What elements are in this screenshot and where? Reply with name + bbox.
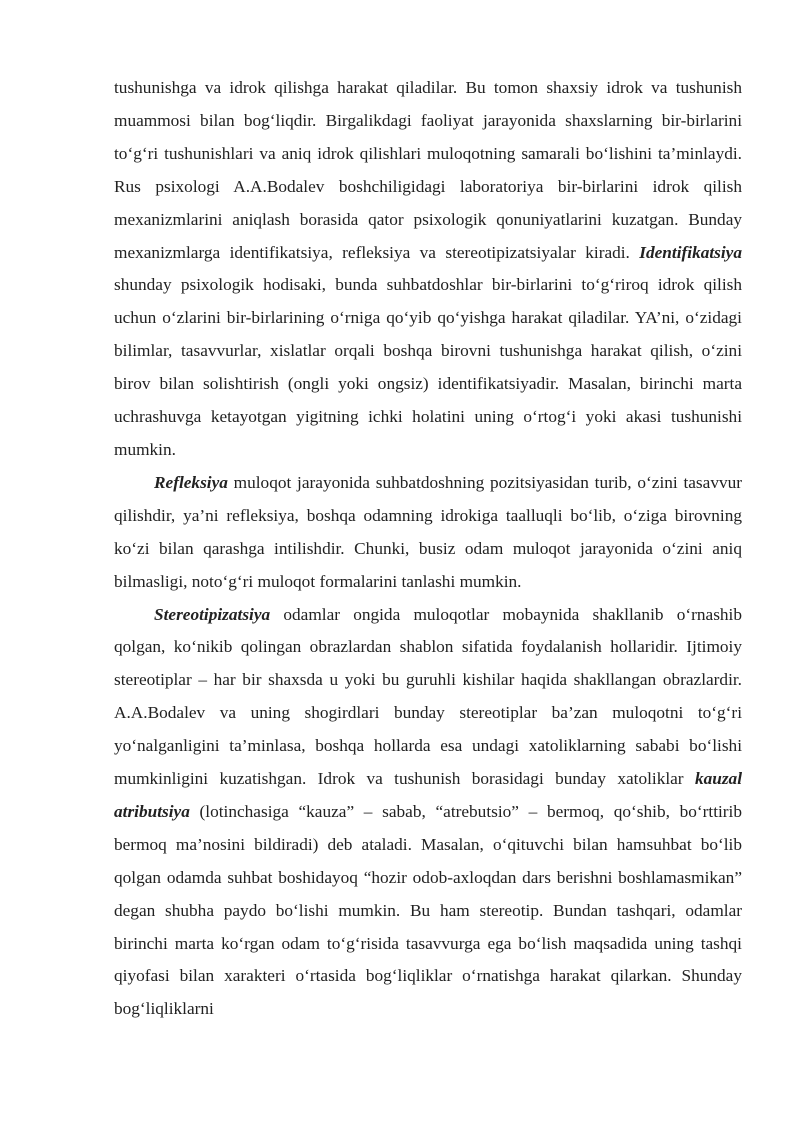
term-identifikatsiya: Identifikatsiya xyxy=(639,242,742,262)
term-kauzal-atributsiya: kauzal atributsiya xyxy=(114,769,742,821)
paragraph-text: shunday psixologik hodisaki, bunda suhbatdoshlar bir-birlarini to‘g‘riroq idrok qilish uchun o‘zlarini bir-birlarining o‘rniga qo‘yib qo‘yishga harakat qiladilar. YA’ni, o‘zidagi bilimlar, tasavvurlar, xislatlar orqali boshqa birovni tushunishga harakat qilish, o‘zini birov bilan solishtirish (ongli yoki ongsiz) identifikatsiyadir. Masalan, birinchi marta uchrashuvga ketayotgan yigitning ichki holatini uning o‘rtog‘i yoki akasi tushunishi mumkin. xyxy=(114,275,742,459)
term-refleksiya: Refleksiya xyxy=(154,472,228,492)
paragraph-refleksiya xyxy=(114,467,742,599)
document-page xyxy=(114,72,742,1026)
term-stereotipizatsiya: Stereotipizatsiya xyxy=(154,604,271,624)
paragraph-text: tushunishga va idrok qilishga harakat qiladilar. Bu tomon shaxsiy idrok va tushunish muammosi bilan bog‘liqdir. Birgalikdagi faoliyat jarayonida shaxslarning bir-birlarini to‘g‘ri tushunishlari va aniq idrok qilishlari muloqotning samarali bo‘lishini ta’minlaydi. Rus psixologi A.A.Bodalev boshchiligidagi laboratoriya bir-birlarini idrok qilish mexanizmlarini aniqlash borasida qator psixologik qonuniyatlarini kuzatgan. Bunday mexanizmlarga identifikatsiya, refleksiya va stereotipizatsiyalar kiradi. xyxy=(114,78,742,262)
paragraph-identifikatsiya xyxy=(114,72,742,467)
paragraph-stereotipizatsiya xyxy=(114,599,742,1027)
paragraph-text: muloqot jarayonida suhbatdoshning pozitsiyasidan turib, o‘zini tasavvur qilishdir, ya’ni refleksiya, boshqa odamning idrokiga taalluqli bo‘lib, o‘ziga birovning ko‘zi bilan qarashga intilishdir. Chunki, busiz odam muloqot jarayonida o‘zini aniq bilmasligi, noto‘g‘ri muloqot formalarini tanlashi mumkin. xyxy=(114,472,742,591)
paragraph-text: odamlar ongida muloqotlar mobaynida shakllanib o‘rnashib qolgan, ko‘nikib qolingan obrazlardan shablon sifatida foydalanish hollaridir. Ijtimoiy stereotiplar – har bir shaxsda u yoki bu guruhli kishilar haqida shakllangan obrazlardir. A.A.Bodalev va uning shogirdlari bunday stereotiplar ba’zan muloqotni to‘g‘ri yo‘nalganligini ta’minlasa, boshqa hollarda esa undagi xatoliklarning sababi bo‘lishi mumkinligini kuzatishgan. Idrok va tushunish borasidagi bunday xatoliklar xyxy=(114,604,742,789)
paragraph-text: (lotinchasiga “kauza” – sabab, “atrebutsio” – bermoq, qo‘shib, bo‘rttirib bermoq ma’nosini bildiradi) deb ataladi. Masalan, o‘qituvchi bilan hamsuhbat bo‘lib qolgan odamda suhbat boshidayoq “hozir odob-axloqdan dars berishni boshlamasmikan” degan shubha paydo bo‘lishi mumkin. Bu ham stereotip. Bundan tashqari, odamlar birinchi marta ko‘rgan odam to‘g‘risida tasavvurga ega bo‘lish maqsadida uning tashqi qiyofasi bilan xarakteri o‘rtasida bog‘liqliklar o‘rnatishga harakat qilarkan. Shunday bog‘liqliklarni xyxy=(114,801,742,1019)
